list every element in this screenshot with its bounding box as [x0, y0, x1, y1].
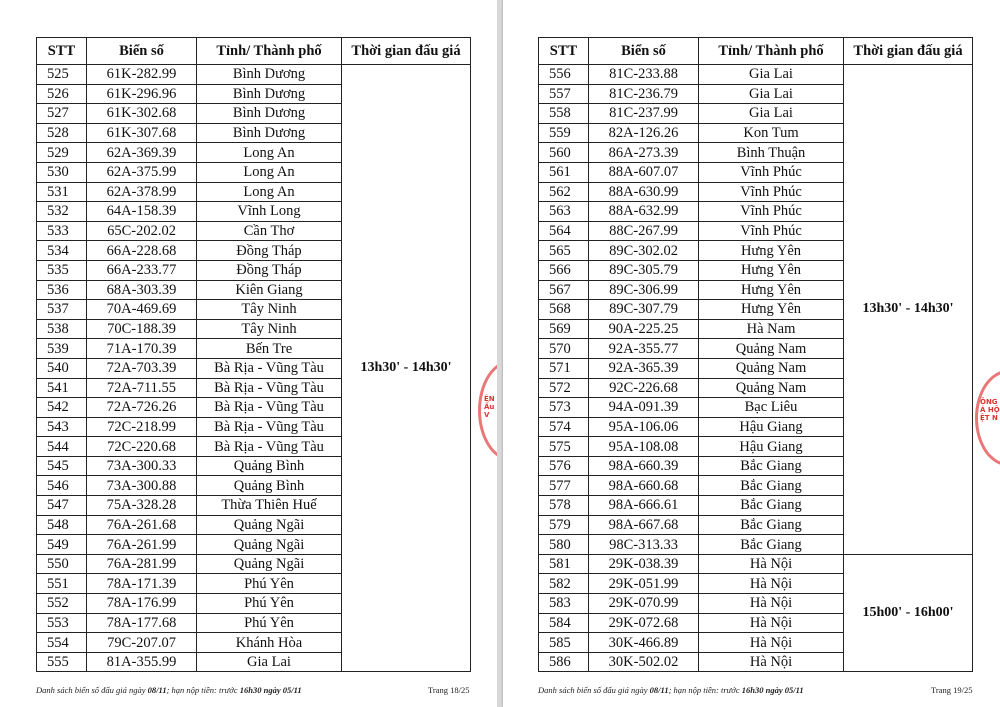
table-row	[539, 65, 973, 85]
cell-province: Hà Nội	[699, 652, 844, 672]
cell-province: Kiên Giang	[197, 280, 342, 300]
cell-stt: 558	[539, 104, 589, 124]
cell-stt: 585	[539, 633, 589, 653]
cell-plate: 92C-226.68	[589, 378, 699, 398]
footer-deadline: 16h30 ngày 05/11	[741, 685, 804, 695]
table-body-right	[539, 65, 973, 672]
cell-stt: 527	[37, 104, 87, 124]
cell-province: Vĩnh Phúc	[699, 182, 844, 202]
cell-province: Quảng Ngãi	[197, 554, 342, 574]
cell-plate: 79C-207.07	[87, 633, 197, 653]
cell-stt: 559	[539, 123, 589, 143]
cell-plate: 62A-378.99	[87, 182, 197, 202]
cell-stt: 537	[37, 300, 87, 320]
cell-plate: 76A-261.68	[87, 515, 197, 535]
cell-province: Bà Rịa - Vũng Tàu	[197, 358, 342, 378]
cell-province: Bình Dương	[197, 104, 342, 124]
cell-province: Hậu Giang	[699, 417, 844, 437]
cell-stt: 531	[37, 182, 87, 202]
cell-province: Hà Nội	[699, 613, 844, 633]
cell-province: Tây Ninh	[197, 300, 342, 320]
cell-province: Bà Rịa - Vũng Tàu	[197, 417, 342, 437]
table-body-left	[37, 65, 471, 672]
cell-stt: 525	[37, 65, 87, 85]
cell-stt: 548	[37, 515, 87, 535]
cell-stt: 553	[37, 613, 87, 633]
cell-stt: 562	[539, 182, 589, 202]
cell-province: Bắc Giang	[699, 476, 844, 496]
cell-stt: 574	[539, 417, 589, 437]
cell-plate: 70C-188.39	[87, 319, 197, 339]
cell-stt: 526	[37, 84, 87, 104]
cell-plate: 78A-177.68	[87, 613, 197, 633]
cell-plate: 72A-703.39	[87, 358, 197, 378]
cell-stt: 576	[539, 456, 589, 476]
cell-plate: 89C-305.79	[589, 260, 699, 280]
cell-stt: 543	[37, 417, 87, 437]
cell-province: Long An	[197, 143, 342, 163]
cell-province: Đồng Tháp	[197, 241, 342, 261]
cell-province: Vĩnh Phúc	[699, 162, 844, 182]
cell-plate: 89C-307.79	[589, 300, 699, 320]
cell-stt: 541	[37, 378, 87, 398]
cell-stt: 561	[539, 162, 589, 182]
cell-stt: 554	[37, 633, 87, 653]
cell-stt: 551	[37, 574, 87, 594]
cell-province: Thừa Thiên Huế	[197, 496, 342, 516]
cell-stt: 573	[539, 398, 589, 418]
cell-province: Hà Nội	[699, 554, 844, 574]
cell-plate: 95A-106.06	[589, 417, 699, 437]
cell-stt: 564	[539, 221, 589, 241]
cell-province: Gia Lai	[699, 84, 844, 104]
footer-mid: ; hạn nộp tiền: trước	[166, 685, 240, 695]
cell-stt: 528	[37, 123, 87, 143]
cell-plate: 98A-660.39	[589, 456, 699, 476]
header-stt: STT	[37, 38, 87, 65]
cell-plate: 88A-632.99	[589, 202, 699, 222]
cell-province: Hà Nội	[699, 574, 844, 594]
cell-province: Vĩnh Phúc	[699, 202, 844, 222]
header-province: Tỉnh/ Thành phố	[197, 38, 342, 65]
cell-plate: 89C-302.02	[589, 241, 699, 261]
cell-stt: 532	[37, 202, 87, 222]
cell-plate: 29K-038.39	[589, 554, 699, 574]
cell-stt: 556	[539, 65, 589, 85]
header-plate: Biển số	[87, 38, 197, 65]
cell-province: Bình Dương	[197, 84, 342, 104]
cell-plate: 94A-091.39	[589, 398, 699, 418]
cell-plate: 29K-072.68	[589, 613, 699, 633]
cell-plate: 62A-375.99	[87, 162, 197, 182]
cell-stt: 552	[37, 594, 87, 614]
cell-plate: 61K-282.99	[87, 65, 197, 85]
cell-stt: 557	[539, 84, 589, 104]
header-stt: STT	[539, 38, 589, 65]
cell-province: Long An	[197, 182, 342, 202]
cell-province: Hưng Yên	[699, 280, 844, 300]
cell-stt: 566	[539, 260, 589, 280]
cell-province: Phú Yên	[197, 574, 342, 594]
cell-province: Bắc Giang	[699, 456, 844, 476]
cell-plate: 98C-313.33	[589, 535, 699, 555]
cell-plate: 81C-236.79	[589, 84, 699, 104]
cell-plate: 72A-711.55	[87, 378, 197, 398]
cell-province: Bà Rịa - Vũng Tàu	[197, 398, 342, 418]
cell-plate: 30K-502.02	[589, 652, 699, 672]
cell-plate: 72C-218.99	[87, 417, 197, 437]
cell-stt: 534	[37, 241, 87, 261]
cell-stt: 545	[37, 456, 87, 476]
footer-date: 08/11	[147, 685, 167, 695]
header-time: Thời gian đấu giá	[342, 38, 471, 65]
cell-province: Quảng Bình	[197, 476, 342, 496]
cell-stt: 575	[539, 437, 589, 457]
cell-province: Hà Nội	[699, 633, 844, 653]
cell-plate: 81C-233.88	[589, 65, 699, 85]
cell-stt: 567	[539, 280, 589, 300]
table-row	[539, 554, 973, 574]
footer-prefix: Danh sách biển số đấu giá ngày	[538, 685, 650, 695]
cell-auction-time: 15h00' - 16h00'	[844, 554, 973, 672]
cell-plate: 88A-630.99	[589, 182, 699, 202]
cell-province: Tây Ninh	[197, 319, 342, 339]
cell-stt: 586	[539, 652, 589, 672]
footer-deadline: 16h30 ngày 05/11	[239, 685, 302, 695]
cell-plate: 86A-273.39	[589, 143, 699, 163]
cell-stt: 563	[539, 202, 589, 222]
cell-stt: 529	[37, 143, 87, 163]
cell-province: Quảng Ngãi	[197, 535, 342, 555]
cell-stt: 536	[37, 280, 87, 300]
table-row	[37, 65, 471, 85]
table-header-row	[539, 38, 973, 65]
cell-stt: 542	[37, 398, 87, 418]
document-page-right	[503, 0, 1000, 707]
cell-province: Bến Tre	[197, 339, 342, 359]
cell-province: Hậu Giang	[699, 437, 844, 457]
page-number-right: Trang 19/25	[931, 685, 973, 695]
cell-plate: 70A-469.69	[87, 300, 197, 320]
cell-plate: 72A-726.26	[87, 398, 197, 418]
cell-plate: 65C-202.02	[87, 221, 197, 241]
cell-plate: 88C-267.99	[589, 221, 699, 241]
stamp-text-right: ÔNG Á HỘ ỆT N	[980, 398, 1000, 422]
cell-stt: 571	[539, 358, 589, 378]
cell-province: Bình Thuận	[699, 143, 844, 163]
cell-province: Quảng Ngãi	[197, 515, 342, 535]
cell-plate: 98A-660.68	[589, 476, 699, 496]
cell-stt: 555	[37, 652, 87, 672]
cell-province: Hà Nội	[699, 594, 844, 614]
cell-stt: 582	[539, 574, 589, 594]
auction-table-right	[538, 37, 973, 672]
cell-province: Gia Lai	[699, 104, 844, 124]
cell-stt: 540	[37, 358, 87, 378]
auction-table-left	[36, 37, 471, 672]
cell-plate: 61K-307.68	[87, 123, 197, 143]
cell-plate: 30K-466.89	[589, 633, 699, 653]
cell-stt: 584	[539, 613, 589, 633]
cell-auction-time: 13h30' - 14h30'	[342, 65, 471, 672]
footer-prefix: Danh sách biển số đấu giá ngày	[36, 685, 148, 695]
cell-plate: 78A-171.39	[87, 574, 197, 594]
cell-province: Bắc Giang	[699, 515, 844, 535]
footer-date: 08/11	[649, 685, 669, 695]
cell-stt: 581	[539, 554, 589, 574]
cell-plate: 81C-237.99	[589, 104, 699, 124]
stamp-text-left: ÊN Ấu V	[484, 395, 495, 419]
header-province: Tỉnh/ Thành phố	[699, 38, 844, 65]
cell-province: Bà Rịa - Vũng Tàu	[197, 437, 342, 457]
cell-province: Hưng Yên	[699, 241, 844, 261]
cell-province: Phú Yên	[197, 594, 342, 614]
cell-plate: 98A-666.61	[589, 496, 699, 516]
cell-province: Bắc Giang	[699, 535, 844, 555]
cell-stt: 535	[37, 260, 87, 280]
cell-province: Vĩnh Long	[197, 202, 342, 222]
cell-plate: 92A-365.39	[589, 358, 699, 378]
cell-plate: 66A-233.77	[87, 260, 197, 280]
cell-province: Bình Dương	[197, 65, 342, 85]
document-page-left	[0, 0, 497, 707]
cell-stt: 569	[539, 319, 589, 339]
page-footer-right	[538, 685, 804, 695]
cell-plate: 64A-158.39	[87, 202, 197, 222]
cell-stt: 580	[539, 535, 589, 555]
cell-stt: 544	[37, 437, 87, 457]
page-number-left: Trang 18/25	[428, 685, 470, 695]
cell-stt: 578	[539, 496, 589, 516]
cell-province: Quảng Bình	[197, 456, 342, 476]
cell-province: Gia Lai	[699, 65, 844, 85]
cell-plate: 78A-176.99	[87, 594, 197, 614]
header-plate: Biển số	[589, 38, 699, 65]
footer-mid: ; hạn nộp tiền: trước	[668, 685, 742, 695]
cell-plate: 62A-369.39	[87, 143, 197, 163]
cell-plate: 88A-607.07	[589, 162, 699, 182]
cell-plate: 76A-281.99	[87, 554, 197, 574]
cell-plate: 92A-355.77	[589, 339, 699, 359]
cell-plate: 76A-261.99	[87, 535, 197, 555]
cell-stt: 577	[539, 476, 589, 496]
cell-stt: 547	[37, 496, 87, 516]
cell-plate: 81A-355.99	[87, 652, 197, 672]
cell-province: Cần Thơ	[197, 221, 342, 241]
cell-plate: 73A-300.88	[87, 476, 197, 496]
cell-province: Bình Dương	[197, 123, 342, 143]
cell-stt: 570	[539, 339, 589, 359]
cell-plate: 61K-296.96	[87, 84, 197, 104]
cell-plate: 90A-225.25	[589, 319, 699, 339]
cell-stt: 583	[539, 594, 589, 614]
cell-province: Đồng Tháp	[197, 260, 342, 280]
cell-province: Kon Tum	[699, 123, 844, 143]
cell-province: Quảng Nam	[699, 358, 844, 378]
cell-auction-time: 13h30' - 14h30'	[844, 65, 973, 555]
cell-province: Bà Rịa - Vũng Tàu	[197, 378, 342, 398]
cell-plate: 89C-306.99	[589, 280, 699, 300]
cell-stt: 549	[37, 535, 87, 555]
cell-plate: 98A-667.68	[589, 515, 699, 535]
cell-plate: 29K-070.99	[589, 594, 699, 614]
cell-stt: 538	[37, 319, 87, 339]
cell-province: Vĩnh Phúc	[699, 221, 844, 241]
cell-plate: 66A-228.68	[87, 241, 197, 261]
cell-stt: 568	[539, 300, 589, 320]
cell-plate: 72C-220.68	[87, 437, 197, 457]
table-header-row	[37, 38, 471, 65]
cell-plate: 71A-170.39	[87, 339, 197, 359]
cell-province: Hưng Yên	[699, 260, 844, 280]
cell-province: Bạc Liêu	[699, 398, 844, 418]
cell-stt: 579	[539, 515, 589, 535]
cell-stt: 533	[37, 221, 87, 241]
cell-plate: 29K-051.99	[589, 574, 699, 594]
cell-province: Long An	[197, 162, 342, 182]
cell-stt: 565	[539, 241, 589, 261]
cell-province: Quảng Nam	[699, 339, 844, 359]
cell-province: Hưng Yên	[699, 300, 844, 320]
cell-plate: 61K-302.68	[87, 104, 197, 124]
cell-plate: 95A-108.08	[589, 437, 699, 457]
cell-province: Gia Lai	[197, 652, 342, 672]
cell-plate: 75A-328.28	[87, 496, 197, 516]
cell-plate: 82A-126.26	[589, 123, 699, 143]
cell-plate: 73A-300.33	[87, 456, 197, 476]
cell-stt: 560	[539, 143, 589, 163]
cell-stt: 530	[37, 162, 87, 182]
cell-stt: 546	[37, 476, 87, 496]
cell-stt: 572	[539, 378, 589, 398]
cell-province: Quảng Nam	[699, 378, 844, 398]
cell-province: Khánh Hòa	[197, 633, 342, 653]
page-footer-left	[36, 685, 302, 695]
cell-plate: 68A-303.39	[87, 280, 197, 300]
cell-province: Phú Yên	[197, 613, 342, 633]
cell-province: Bắc Giang	[699, 496, 844, 516]
cell-stt: 539	[37, 339, 87, 359]
cell-province: Hà Nam	[699, 319, 844, 339]
cell-stt: 550	[37, 554, 87, 574]
header-time: Thời gian đấu giá	[844, 38, 973, 65]
